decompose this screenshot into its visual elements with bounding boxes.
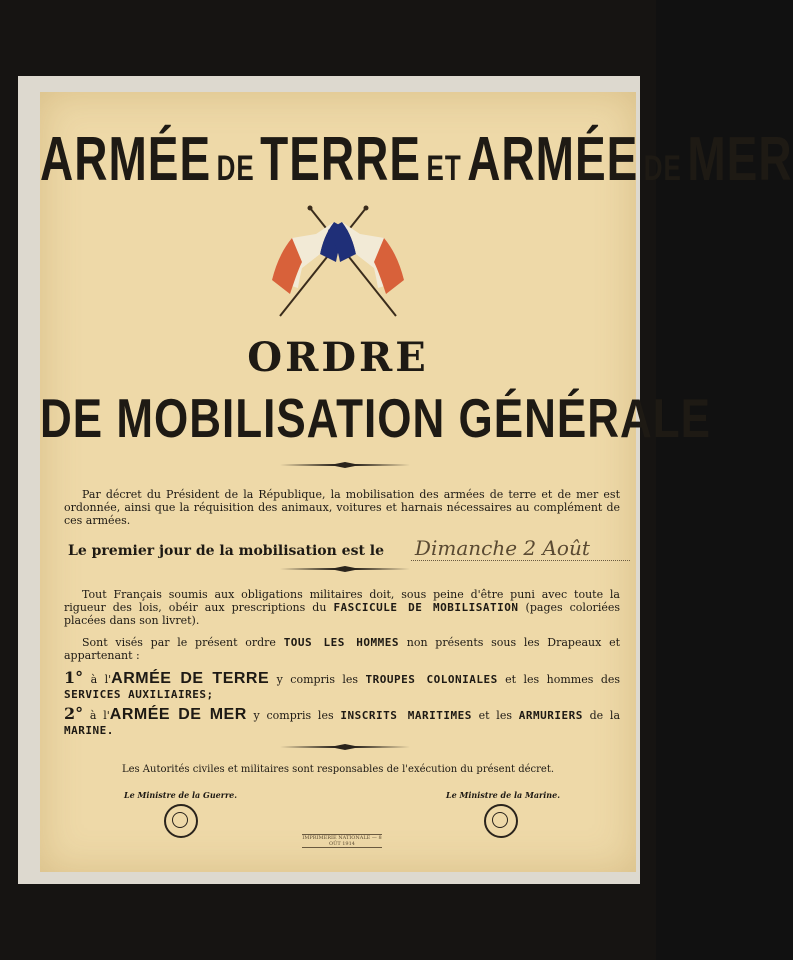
concerned-paragraph (64, 636, 620, 662)
headline-armee-1: ARMÉE (40, 123, 212, 194)
printer-imprint: IMPRIMERIE NATIONALE — 8 OÛT 1914 (302, 835, 382, 847)
item2-number: 2° (64, 704, 84, 723)
headline-mer: MER (687, 123, 793, 194)
tous-les-hommes-emphasis: TOUS LES HOMMES (283, 636, 400, 649)
concerned-text-after: non présents sous les Drapeaux et appartenant : (64, 636, 620, 662)
fascicule-emphasis: FASCICULE DE MOBILISATION (333, 601, 519, 614)
headline-et: ET (426, 147, 462, 189)
item1-services: SERVICES AUXILIAIRES; (64, 688, 214, 701)
seal-marine-icon (484, 804, 518, 838)
ornamental-rule (280, 462, 410, 468)
item-armee-de-mer (64, 706, 620, 738)
item2-middle: y compris les (253, 709, 334, 722)
headline-de-1: DE (216, 147, 255, 189)
poster (40, 92, 793, 872)
item1-middle: y compris les (276, 673, 359, 686)
ornamental-rule (280, 566, 410, 572)
item1-main: ARMÉE DE TERRE (111, 670, 270, 687)
item-armee-de-terre (64, 670, 620, 702)
item1-after: et les hommes des (505, 673, 621, 686)
item2-armuriers: ARMURIERS (518, 709, 583, 722)
item2-inscrits: INSCRITS MARITIMES (340, 709, 472, 722)
handwritten-date: Dimanche 2 Août (411, 536, 630, 561)
signature-guerre: Le Ministre de la Guerre. (124, 790, 238, 800)
mobilisation-title: DE MOBILISATION GÉNÉRALE (40, 388, 711, 450)
ornamental-rule (280, 744, 410, 750)
first-day-label: Le premier jour de la mobilisation est le (68, 543, 385, 559)
item2-and: et les (478, 709, 512, 722)
ordre-title: ORDRE (247, 334, 429, 381)
headline-de-2: DE (643, 147, 682, 189)
obligations-text-after: (pages coloriées placées dans son livret). (64, 601, 621, 627)
item2-a: à l' (89, 709, 110, 722)
footer-text: Les Autorités civiles et militaires sont responsables de l'exécution du présent décret. (121, 764, 555, 775)
concerned-text: Sont visés par le présent ordre (82, 636, 276, 649)
obligations-paragraph (64, 588, 620, 627)
item1-number: 1° (64, 668, 84, 687)
decree-paragraph: Par décret du Président de la République, la mobilisation des armées de terre et de mer est ordonnée, ainsi que la réquisition des animaux, voitures et harnais nécessaires au complément de ces armées. (64, 488, 620, 527)
crossed-flags-icon (268, 204, 408, 322)
signature-marine: Le Ministre de la Marine. (446, 790, 560, 800)
obligations-text: Tout Français soumis aux obligations militaires doit, sous peine d'être puni avec toute la rigueur des lois, obéir aux prescriptions du (64, 588, 620, 614)
headline-terre: TERRE (260, 123, 422, 194)
headline (40, 122, 793, 195)
item2-marine: MARINE. (64, 724, 114, 737)
headline-armee-2: ARMÉE (467, 123, 639, 194)
item1-troupes: TROUPES COLONIALES (365, 673, 498, 686)
item2-de-la: de la (589, 709, 621, 722)
item2-main: ARMÉE DE MER (109, 706, 247, 723)
item1-a: à l' (90, 673, 112, 686)
seal-guerre-icon (164, 804, 198, 838)
first-day-line (68, 536, 628, 560)
